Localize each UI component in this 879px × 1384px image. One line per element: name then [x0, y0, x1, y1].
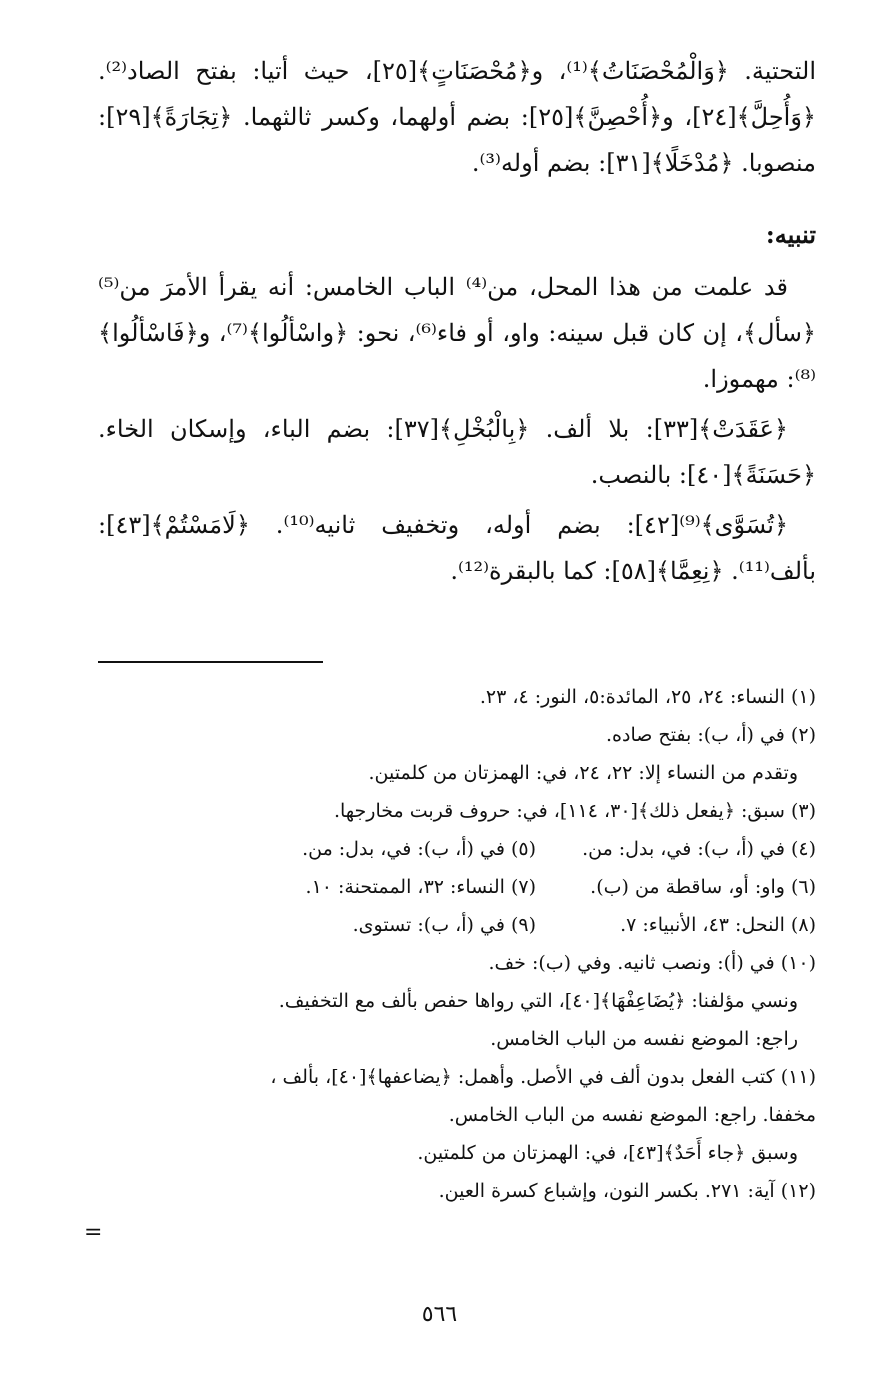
- footnote-4: (٤) في (أ، ب): في، بدل: من.: [582, 838, 816, 860]
- footnote-7: (٧) النساء: ٣٢، الممتحنة: ١٠.: [305, 876, 536, 898]
- footnote-row-8-9: [98, 906, 816, 944]
- footnote-9: (٩) في (أ، ب): تستوى.: [352, 914, 536, 936]
- footnote-2: (٢) في (أ، ب): بفتح صاده.: [606, 724, 816, 746]
- continuation-mark: =: [84, 1220, 103, 1245]
- section-heading: تنبيه:: [765, 220, 816, 249]
- footnote-row-4-5: [98, 830, 816, 868]
- footnote-11: (١١) كتب الفعل بدون ألف في الأصل. وأهمل: ﴿يضاعفها﴾[٤٠]، بألف ،: [270, 1066, 816, 1088]
- paragraph-3: ﴿عَقَدَتْ﴾[٣٣]: بلا ألف. ﴿بِالْبُخْلِ﴾[٣٧]: بضم الباء، وإسكان الخاء. ﴿حَسَنَةً﴾[٤٠]: بالنصب.: [98, 415, 816, 489]
- footnote-1: (١) النساء: ٢٤، ٢٥، المائدة:٥، النور: ٤، ٢٣.: [479, 686, 816, 708]
- footnote-3: (٣) سبق: ﴿يفعل ذلك﴾[٣٠، ١١٤]، في: حروف قربت مخارجها.: [333, 800, 816, 822]
- paragraph-2: قد علمت من هذا المحل، من⁽⁴⁾ الباب الخامس: أنه يقرأ الأمرَ من⁽⁵⁾ ﴿سأل﴾، إن كان قبل سينه: واو، أو فاء⁽⁶⁾، نحو: ﴿واسْألُوا﴾⁽⁷⁾، و﴿فَاسْألُوا﴾⁽⁸⁾: مهموزا.: [98, 273, 816, 393]
- footnote-10-continuation-2: راجع: الموضع نفسه من الباب الخامس.: [490, 1028, 798, 1050]
- paragraph-1: التحتية. ﴿وَالْمُحْصَنَاتُ﴾⁽¹⁾، و﴿مُحْصَنَاتٍ﴾[٢٥]، حيث أتيا: بفتح الصاد⁽²⁾. ﴿وَأُحِلَّ﴾[٢٤]، و﴿أُحْصِنَّ﴾[٢٥]: بضم أولهما، وكسر ثالثهما. ﴿تِجَارَةً﴾[٢٩]: منصوبا. ﴿مُدْخَلًا﴾[٣١]: بضم أوله⁽³⁾.: [98, 57, 817, 177]
- footnote-6: (٦) واو: أو، ساقطة من (ب).: [590, 876, 816, 898]
- page-number: ٥٦٦: [421, 1302, 458, 1327]
- footnote-12: (١٢) آية: ٢٧١. بكسر النون، وإشباع كسرة العين.: [438, 1180, 816, 1202]
- footnote-10-continuation-1: ونسي مؤلفنا: ﴿يُضَاعِفْهَا﴾[٤٠]، التي رواها حفص بألف مع التخفيف.: [278, 990, 798, 1012]
- footnotes: [98, 678, 816, 1210]
- footnote-row-6-7: [98, 868, 816, 906]
- footnote-11-continuation-1: مخففا. راجع: الموضع نفسه من الباب الخامس.: [448, 1104, 816, 1126]
- main-text: [98, 48, 816, 594]
- footnote-10: (١٠) في (أ): ونصب ثانيه. وفي (ب): خف.: [488, 952, 816, 974]
- footnote-2-continuation: وتقدم من النساء إلا: ٢٢، ٢٤، في: الهمزتان من كلمتين.: [368, 762, 798, 784]
- footnote-5: (٥) في (أ، ب): في، بدل: من.: [302, 838, 536, 860]
- footnote-separator: [98, 661, 323, 663]
- footnote-11-continuation-2: وسبق ﴿جاء أَحَدٌ﴾[٤٣]، في: الهمزتان من كلمتين.: [417, 1142, 798, 1164]
- paragraph-4: ﴿تُسَوَّى﴾⁽⁹⁾[٤٢]: بضم أوله، وتخفيف ثانيه⁽¹⁰⁾. ﴿لَامَسْتُمْ﴾[٤٣]: بألف⁽¹¹⁾. ﴿نِعِمَّا﴾[٥٨]: كما بالبقرة⁽¹²⁾.: [98, 511, 816, 585]
- footnote-8: (٨) النحل: ٤٣، الأنبياء: ٧.: [620, 914, 816, 936]
